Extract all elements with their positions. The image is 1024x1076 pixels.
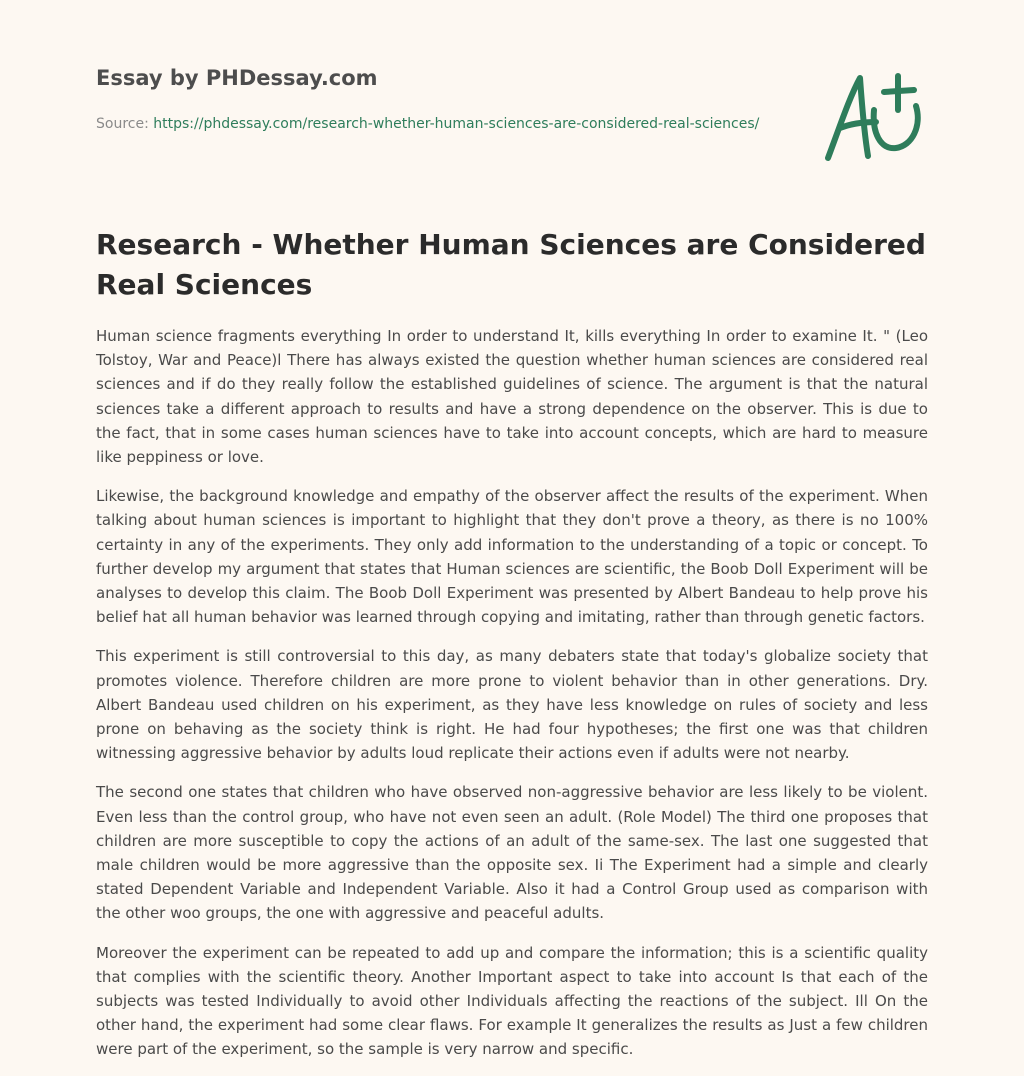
article-paragraph: Moreover the experiment can be repeated to add up and compare the information; this is a scientific quality that complies with the scientific theory. Another Important aspect to take into account Is that each of the subjects was tested Individually to avoid other Individuals affecting the reactions of the subject. Ill On the other hand, the experiment had some clear flaws. For example It generalizes the results as Just a few children were part of the experiment, so the sample is very narrow and specific. <box>96 943 928 1059</box>
source-label: Source: <box>96 116 149 132</box>
article-paragraph: Likewise, the background knowledge and empathy of the observer affect the results of the experiment. When talking about human sciences is important to highlight that they don't prove a theory, as there is no 100% certainty in any of the experiments. They only add information to the understanding of a topic or concept. To further develop my argument that states that Human sciences are scientific, the Boob Doll Experiment will be analyses to develop this claim. The Boob Doll Experiment was presented by Albert Bandeau to help prove his belief hat all human behavior was learned through copying and imitating, rather than through genetic factors. <box>96 487 928 627</box>
article-body <box>96 324 928 1076</box>
site-brand: Essay by PHDessay.com <box>96 66 378 90</box>
article-title: Research - Whether Human Sciences are Considered Real Sciences <box>96 228 926 301</box>
article-paragraph: This experiment is still controversial to this day, as many debaters state that today's globalize society that promotes violence. Therefore children are more prone to violent behavior than in other generations. Dry. Albert Bandeau used children on his experiment, as they have less knowledge on rules of society and less prone on behaving as the society think is right. He had four hypotheses; the first one was that children witnessing aggressive behavior by adults loud replicate their actions even if adults were not nearby. <box>96 647 928 763</box>
article-paragraph: The second one states that children who have observed non-aggressive behavior are less likely to be violent. Even less than the control group, who have not even seen an adult. (Role Model) The third one proposes that children are more susceptible to copy the actions of an adult of the same-sex. The last one suggested that male children would be more aggressive than the opposite sex. Ii The Experiment had a simple and clearly stated Dependent Variable and Independent Variable. Also it had a Control Group used as comparison with the other woo groups, the one with aggressive and peaceful adults. <box>96 783 928 923</box>
article-paragraph: Human science fragments everything In order to understand It, kills everything In order to examine It. " (Leo Tolstoy, War and Peace)l There has always existed the question whether human sciences are considered real sciences and if do they really follow the established guidelines of science. The argument is that the natural sciences take a different approach to results and have a strong dependence on the observer. This is due to the fact, that in some cases human sciences have to take into account concepts, which are hard to measure like peppiness or love. <box>96 327 928 467</box>
source-link[interactable]: https://phdessay.com/research-whether-human-sciences-are-considered-real-sciences/ <box>153 116 760 132</box>
source-line <box>96 113 776 135</box>
a-plus-grade-icon <box>818 66 930 166</box>
